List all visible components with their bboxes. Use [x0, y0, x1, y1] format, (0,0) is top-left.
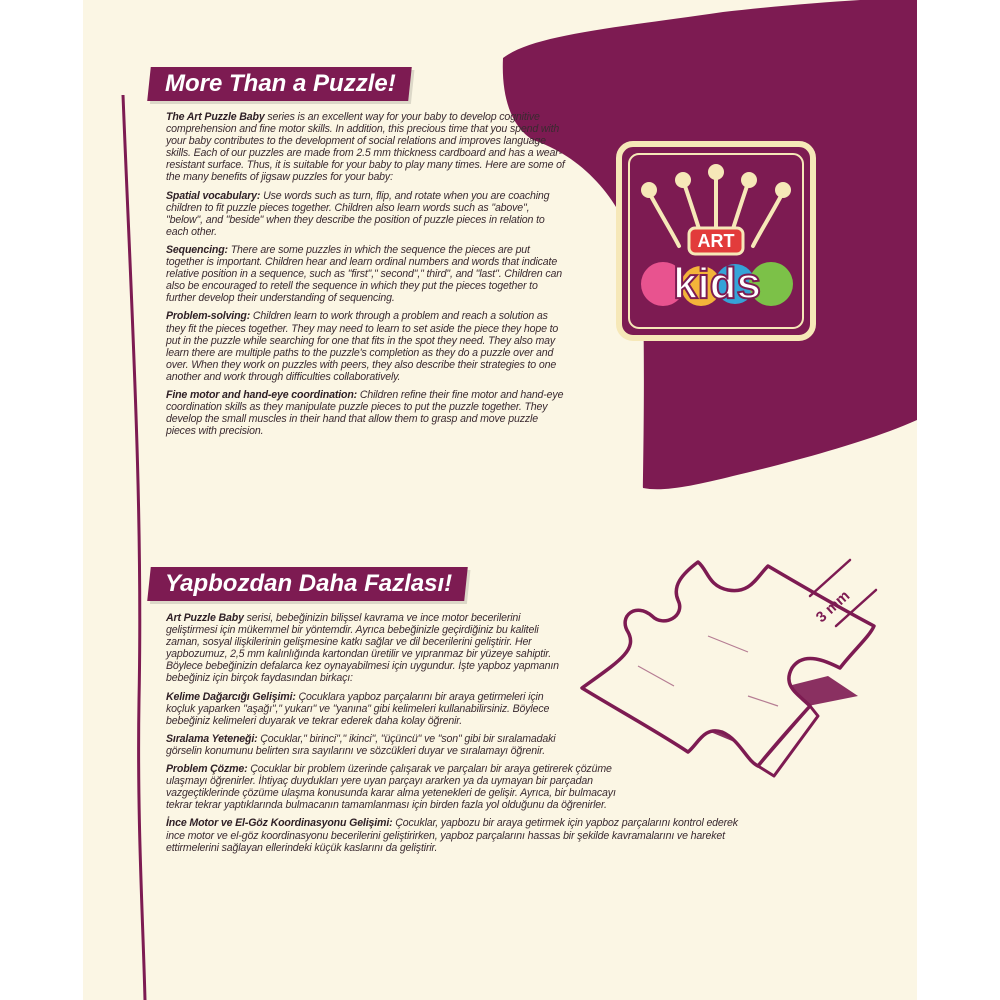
section-title-tr: Yapbozdan Daha Fazlası! [147, 567, 468, 601]
intro-paragraph-en: The Art Puzzle Baby series is an excellent way for your baby to develop cognitive comprehension and fine motor skills. In addition, this precious time that you spend with your baby contributes to the development of social relations and improves language skills. Each of our puzzles are made from 2.5 mm thickness cardboard and has a wear-resistant surface. Thus, it is suitable for your baby to play many times. Here are some of the many benefits of jigsaw puzzles for your baby: [166, 111, 565, 184]
intro-paragraph-tr: Art Puzzle Baby serisi, bebeğinizin bilişsel kavrama ve ince motor becerilerini geliştirmesi için mükemmel bir yöntemdir. Ayrıca bebeğinizle geçirdiğiniz bu kaliteli zaman, sosyal ilişkilerinin gelişmesine katkı sağlar ve dil becerilerini geliştirir. Her yapbozumuz, 2,5 mm kalınlığında kartondan üretilir ve yıpranmaz bir yüzeye sahiptir. Böylece bebeğinizin defalarca kez oynayabilmesi için uygundur. İşte yapboz yapmanın bebeğiniz için birçok faydasından birkaçı: [166, 612, 559, 685]
benefit-item: Sequencing: There are some puzzles in which the sequence the pieces are put together is important. Children hear and learn ordinal numbers and words that indicate relative position in a sequence, such as "first"," second"," third", and "last". Children can also be encouraged to retell the sequence in which they put the pieces together to further develop their understanding of sequencing. [166, 243, 562, 305]
art-kids-logo [613, 138, 819, 344]
section-title-en: More Than a Puzzle! [147, 67, 411, 101]
logo-kids-text: kids [672, 259, 762, 308]
section-body-en [166, 111, 566, 443]
page [83, 0, 917, 1000]
benefit-item: Problem Çözme: Çocuklar bir problem üzerinde çalışarak ve parçaları bir araya getirerek çözüme ulaşmayı öğrenirler. İhtiyaç duydukları yere uyan parçayı ararken ya da uymayan bir parçadan vazgeçtiklerinde çözüme ulaşma konusunda karar alma yetenekleri de gelişir. Ayrıca, bir bulmacayı tekrar tekrar yaptıklarında bulmacanın tamamlanması için birden fazla yol olduğunu da öğrenirler. [166, 763, 616, 812]
benefit-item: Kelime Dağarcığı Gelişimi: Çocuklara yapboz parçalarını bir araya getirmeleri için koçluk yaparken "aşağı"," yukarı" ve "yanına" gibi kelimeleri kullanabilirsiniz. Böylece bebeğiniz kelimeleri duyarak ve tekrar ederek daha kolay öğrenir. [166, 690, 550, 727]
benefit-item: İnce Motor ve El-Göz Koordinasyonu Gelişimi: Çocuklar, yapbozu bir araya getirmek için yapboz parçalarını kontrol ederek ince motor ve el-göz koordinasyonu becerilerini geliştirirken, yapboz parçalarını hassas bir şekilde kavramalarını ve hareket ettirmelerini sağlayan ellerindeki küçük kaslarını da geliştirir. [166, 817, 738, 854]
thickness-label: 3 mm [812, 587, 854, 627]
benefit-item: Fine motor and hand-eye coordination: Children refine their fine motor and hand-eye coordination skills as they manipulate puzzle pieces to put the puzzle together. They develop the small muscles in their hand that allow them to grasp and move puzzle pieces with precision. [166, 388, 564, 438]
benefit-item: Sıralama Yeteneği: Çocuklar," birinci"," ikinci", "üçüncü" ve "son" gibi bir sıralamadaki görselin konumunu belirten sıra sayılarını ve sözcükleri duyar ve sıralamayı öğrenir. [166, 732, 556, 757]
puzzle-piece-illustration [578, 556, 878, 786]
benefit-item: Spatial vocabulary: Use words such as turn, flip, and rotate when you are coaching children to fit puzzle pieces together. Children also learn words such as "above", "below", and "beside" when they describe the position of puzzle pieces in relation to each other. [166, 189, 550, 238]
logo-art-text: ART [697, 231, 735, 251]
benefit-item: Problem-solving: Children learn to work through a problem and reach a solution as they fit the pieces together. They may need to learn to set aside the piece they hope to put in the puzzle while searching for one that fits in the spot they need. They also may learn there are multiple paths to the puzzle's completion as they do a puzzle over and over. When they work on puzzles with peers, they also describe their strategies to one another and work through difficulties collaboratively. [166, 310, 559, 383]
